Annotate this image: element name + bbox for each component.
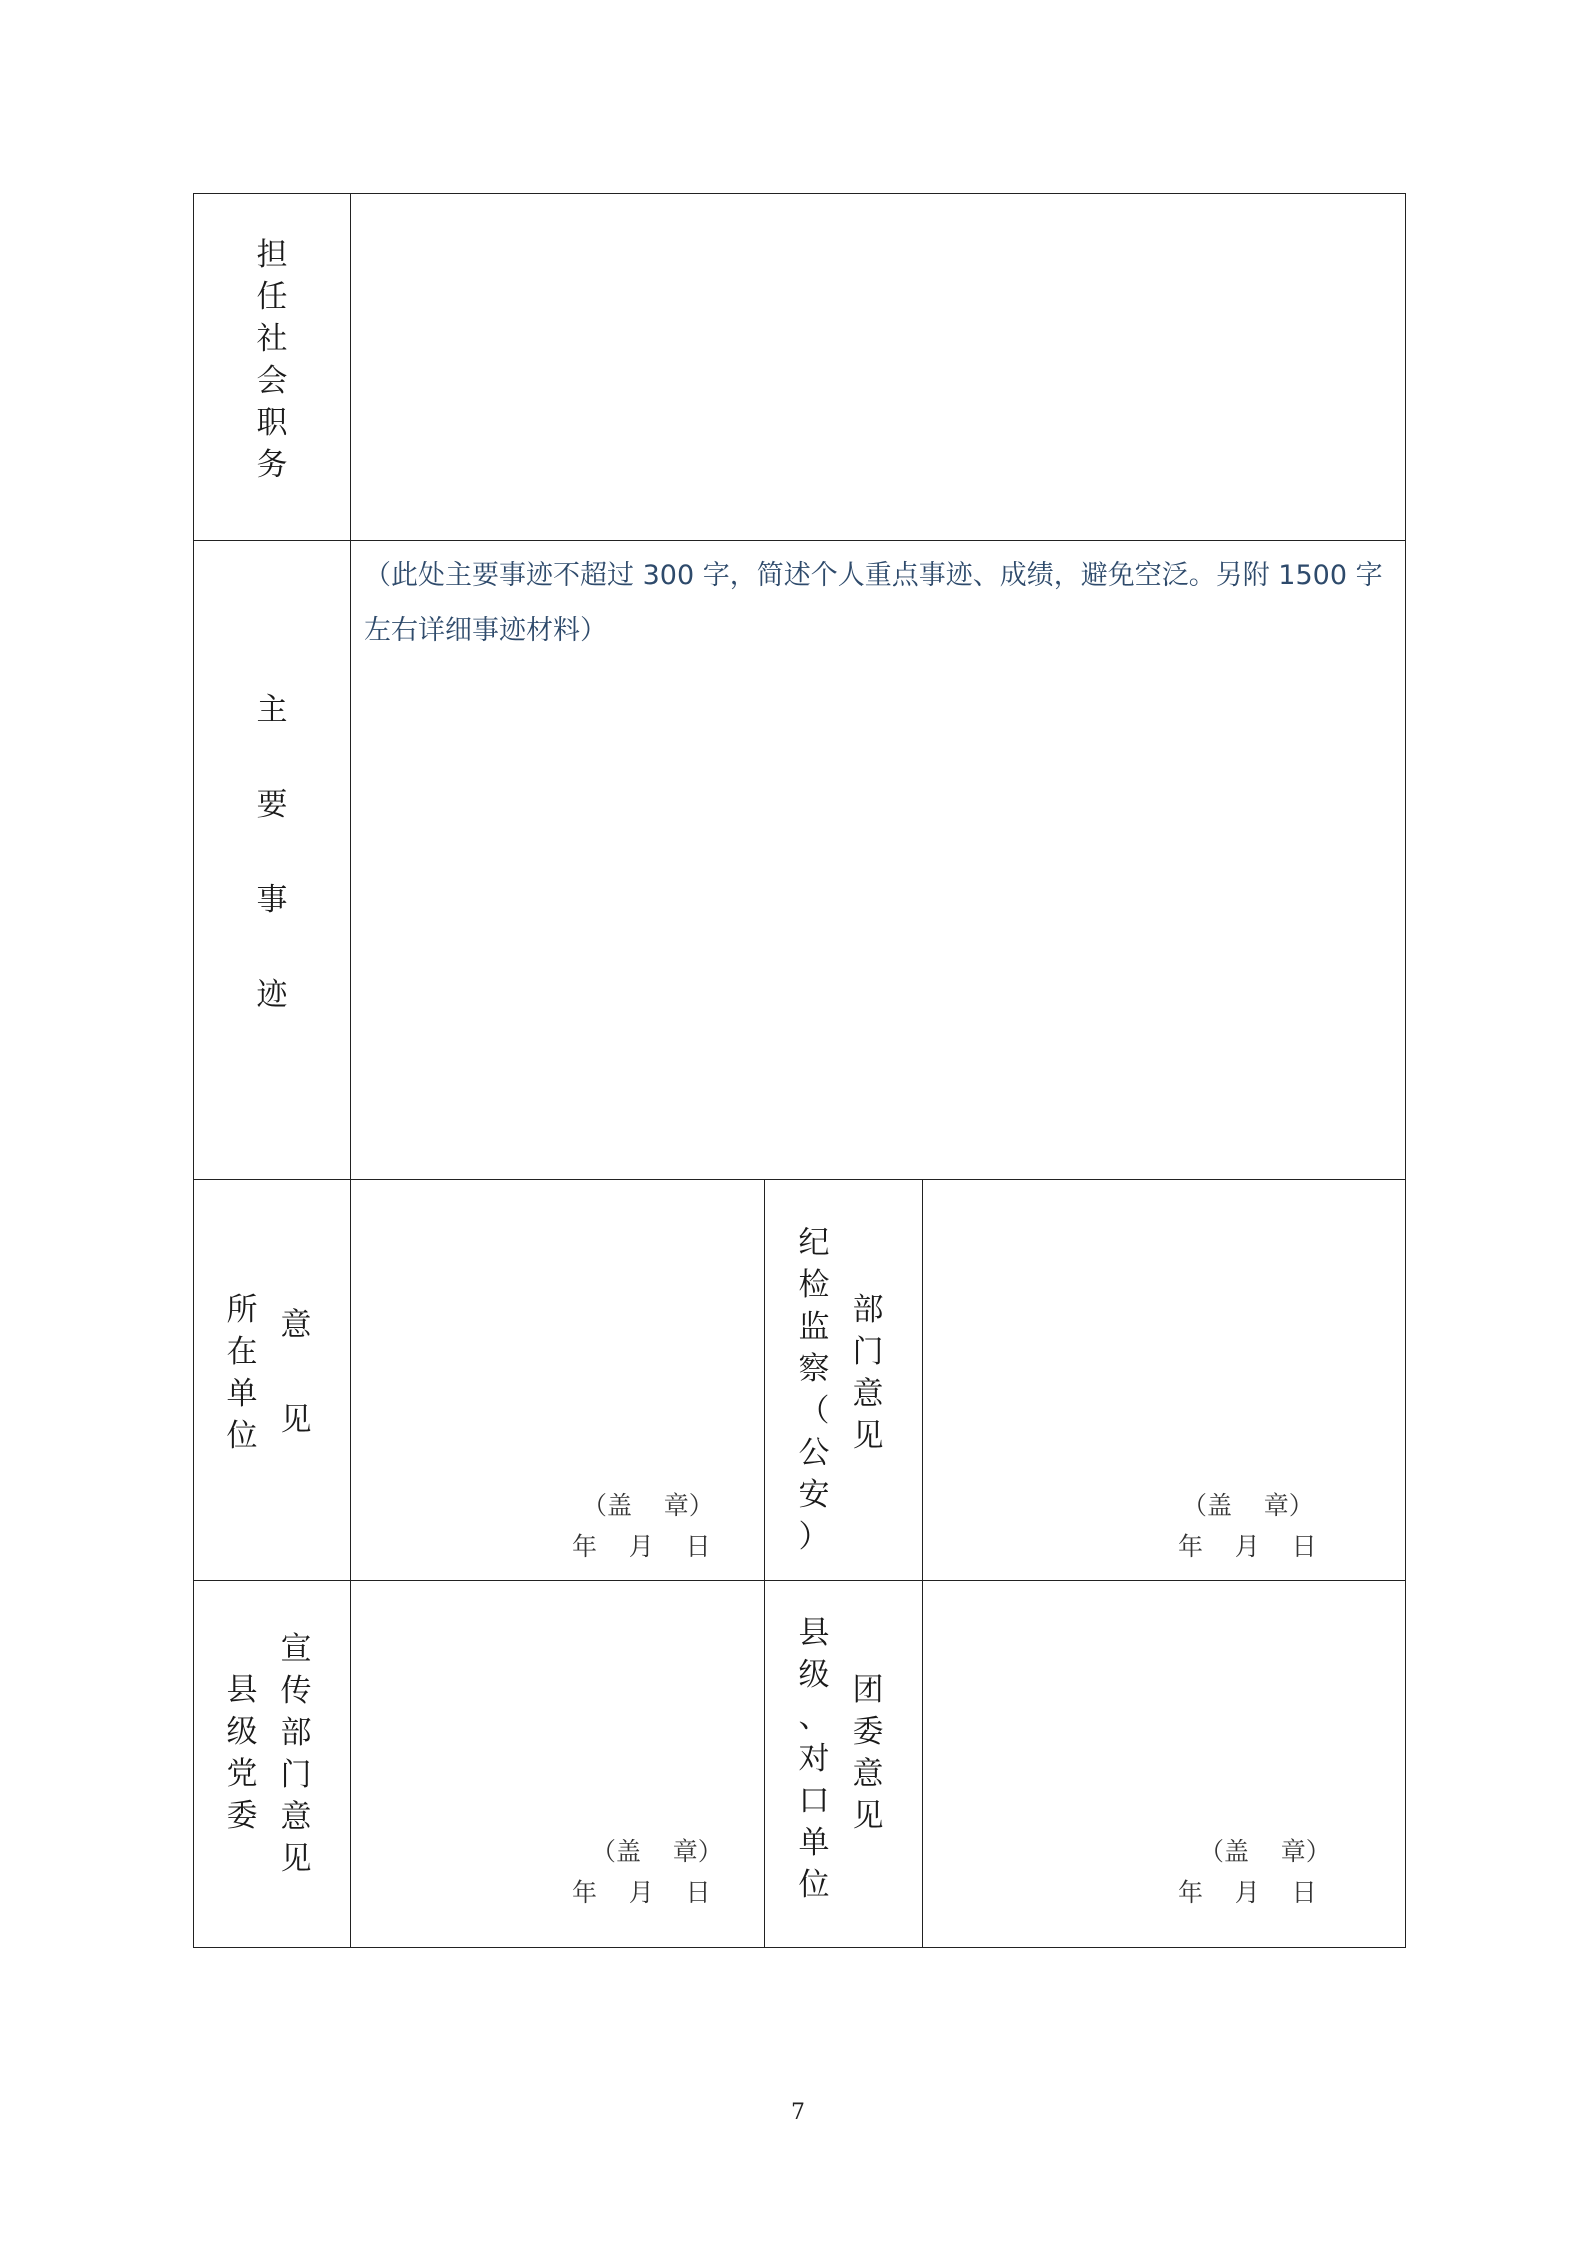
label-char: 宣 <box>280 1631 312 1667</box>
label-char: ） <box>798 1519 830 1555</box>
label-char: 位 <box>226 1418 258 1454</box>
label-char: 部 <box>852 1292 884 1328</box>
label-char: 监 <box>798 1309 830 1345</box>
label-char: 见 <box>280 1402 312 1438</box>
unit-opinion-label-col2 <box>276 1307 316 1438</box>
league-opinion-label-col2 <box>848 1672 888 1834</box>
league-opinion-date: 年 月 日 <box>1178 1878 1317 1907</box>
unit-opinion-date: 年 月 日 <box>572 1532 711 1561</box>
label-char: 委 <box>852 1714 884 1750</box>
page-number: 7 <box>791 2100 805 2125</box>
label-char: 职 <box>256 405 288 441</box>
label-char: 单 <box>798 1825 830 1861</box>
label-char: 县 <box>226 1672 258 1708</box>
label-char: 要 <box>256 787 288 823</box>
league-opinion-label-col1 <box>794 1615 834 1903</box>
label-char: 任 <box>256 279 288 315</box>
label-char: 位 <box>798 1867 830 1903</box>
label-char: 门 <box>852 1334 884 1370</box>
league-opinion-field[interactable] <box>923 1581 1405 1947</box>
label-char: 所 <box>226 1292 258 1328</box>
label-char: 会 <box>256 363 288 399</box>
main-deeds-note: （此处主要事迹不超过 300 字，简述个人重点事迹、成绩，避免空泛。另附 1500 字左右详细事迹材料） <box>364 560 1383 646</box>
unit-opinion-label-col1 <box>222 1292 262 1454</box>
label-char: 团 <box>852 1672 884 1708</box>
label-char: 察 <box>798 1351 830 1387</box>
discipline-opinion-date: 年 月 日 <box>1178 1532 1317 1561</box>
table-rule <box>193 540 1406 541</box>
label-char: 意 <box>852 1756 884 1792</box>
county-party-opinion-seal: （盖 章） <box>591 1837 723 1866</box>
table-border-right <box>1405 193 1406 1948</box>
label-char: 公 <box>798 1435 830 1471</box>
county-party-opinion-date: 年 月 日 <box>572 1878 711 1907</box>
label-char: 级 <box>798 1657 830 1693</box>
table-rule <box>764 1179 765 1948</box>
label-char: 安 <box>798 1477 830 1513</box>
label-char: 担 <box>256 237 288 273</box>
county-party-opinion-label-col2 <box>276 1631 316 1877</box>
discipline-opinion-seal: （盖 章） <box>1182 1491 1314 1520</box>
table-border-bottom <box>193 1947 1406 1948</box>
league-opinion-seal: （盖 章） <box>1199 1837 1331 1866</box>
discipline-opinion-field[interactable] <box>923 1180 1405 1580</box>
label-char: 对 <box>798 1741 830 1777</box>
main-deeds-field[interactable] <box>351 660 1405 1178</box>
label-char: 口 <box>798 1783 830 1819</box>
county-party-opinion-label-col1 <box>222 1672 262 1834</box>
label-char: 、 <box>798 1699 830 1735</box>
label-char: 事 <box>256 882 288 918</box>
label-char: 见 <box>280 1841 312 1877</box>
label-char: 务 <box>256 447 288 483</box>
label-char: 意 <box>280 1307 312 1343</box>
social-positions-label <box>252 237 292 483</box>
label-char: 党 <box>226 1756 258 1792</box>
label-char: 意 <box>280 1799 312 1835</box>
label-char: 意 <box>852 1376 884 1412</box>
discipline-opinion-label-col1 <box>794 1225 834 1555</box>
label-char: 检 <box>798 1267 830 1303</box>
label-char: 部 <box>280 1715 312 1751</box>
label-char: （ <box>798 1393 830 1429</box>
label-char: 见 <box>852 1798 884 1834</box>
label-char: 县 <box>798 1615 830 1651</box>
label-char: 主 <box>256 692 288 728</box>
label-char: 门 <box>280 1757 312 1793</box>
label-char: 传 <box>280 1673 312 1709</box>
label-char: 单 <box>226 1376 258 1412</box>
label-char: 纪 <box>798 1225 830 1261</box>
label-char: 在 <box>226 1334 258 1370</box>
discipline-opinion-label-col2 <box>848 1292 888 1454</box>
label-char: 见 <box>852 1418 884 1454</box>
main-deeds-label <box>252 692 292 1013</box>
table-border-left <box>193 193 194 1948</box>
social-positions-field[interactable] <box>351 194 1405 540</box>
label-char: 级 <box>226 1714 258 1750</box>
label-char: 委 <box>226 1798 258 1834</box>
unit-opinion-seal: （盖 章） <box>582 1491 714 1520</box>
label-char: 迹 <box>256 977 288 1013</box>
label-char: 社 <box>256 321 288 357</box>
